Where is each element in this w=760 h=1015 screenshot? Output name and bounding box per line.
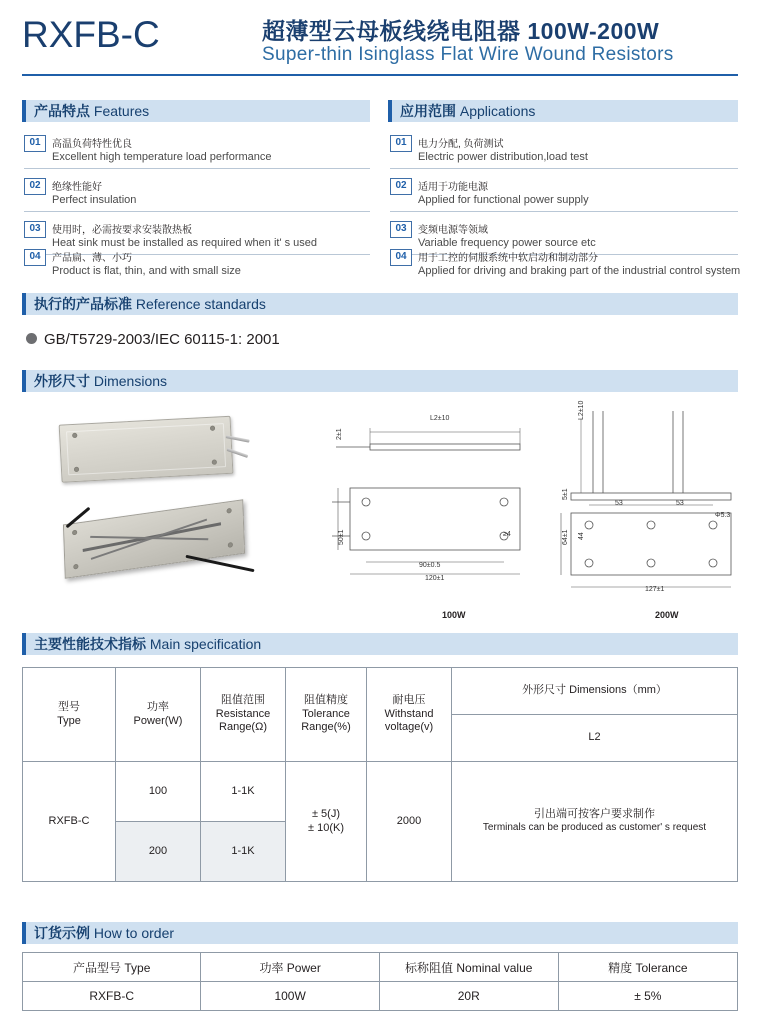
header-power — [116, 668, 201, 762]
feature-number-02: 02 — [24, 178, 46, 195]
reference-bar-en: Reference standards — [135, 296, 266, 312]
order-header-type-cn: 产品型号 — [73, 960, 122, 975]
table-header-row — [23, 668, 738, 715]
cell-tolerance-line2: ± 10(K) — [308, 821, 344, 834]
header-tolerance-cn: 阻值精度 — [304, 693, 348, 706]
cell-type: RXFB-C — [23, 762, 116, 882]
order-header-nominal-en: Nominal value — [456, 960, 533, 975]
mounting-hole — [73, 564, 78, 570]
header-tolerance-unit: Range(%) — [301, 721, 351, 734]
drawing-label-50: 50±1 — [338, 529, 345, 545]
drawing-label-l2-200w: L2±10 — [578, 400, 585, 420]
order-value-nominal: 20R — [379, 982, 558, 1011]
order-header-power-cn: 功率 — [259, 960, 284, 975]
header-dimensions-l2: L2 — [452, 715, 738, 762]
resistor-plate-body — [59, 416, 234, 483]
drawing-label-5: 5±1 — [562, 488, 569, 500]
drawing-label-120: 120±1 — [425, 575, 445, 582]
features-bar-cn: 产品特点 — [34, 103, 90, 119]
header-dimensions-en: Dimensions（mm） — [569, 684, 667, 697]
header-power-en: Power(W) — [133, 714, 183, 727]
cell-resistance-100: 1-1K — [201, 762, 286, 822]
lead-wire-black — [185, 555, 254, 572]
applications-bar-cn: 应用范围 — [400, 103, 456, 119]
applications-bar-en: Applications — [459, 103, 536, 119]
cell-voltage: 2000 — [367, 762, 452, 882]
application-cn-04: 用于工控的伺服系统中软启动和制动部分 — [418, 253, 598, 264]
header-voltage-en: Withstand — [384, 707, 434, 720]
bullet-icon — [26, 333, 37, 344]
drawing-label-l2: L2±10 — [430, 415, 450, 422]
drawing-label-53b: 53 — [676, 500, 684, 507]
header-resistance-unit: Range(Ω) — [219, 721, 267, 734]
mounting-hole — [72, 530, 77, 536]
order-bar-en: How to order — [93, 925, 175, 941]
drawing-caption-200w: 200W — [655, 610, 679, 620]
header-dimensions — [452, 668, 738, 715]
application-en-01: Electric power distribution,load test — [418, 151, 588, 163]
specification-table — [22, 667, 738, 882]
application-en-02: Applied for functional power supply — [418, 194, 589, 206]
drawing-label-44: 44 — [578, 532, 585, 540]
features-section-bar — [22, 100, 370, 122]
application-divider-02 — [390, 211, 738, 212]
specification-bar-en: Main specification — [149, 636, 262, 652]
application-number-04: 04 — [390, 249, 412, 266]
feature-cn-04: 产品扁、薄、小巧 — [52, 253, 132, 264]
cell-dimensions-cn: 引出端可按客户要求制作 — [534, 808, 655, 821]
application-cn-03: 变频电源等领域 — [418, 225, 488, 236]
application-cn-01: 电力分配, 负荷测试 — [418, 139, 504, 150]
page-header — [22, 8, 738, 70]
reference-standard-text: GB/T5729-2003/IEC 60115-1: 2001 — [44, 331, 280, 348]
reference-section-bar — [22, 293, 738, 315]
page-title: RXFB-C — [22, 14, 160, 55]
drawing-label-2: 2±1 — [336, 428, 343, 440]
order-header-tolerance-cn: 精度 — [608, 960, 633, 975]
order-value-tolerance: ± 5% — [558, 982, 737, 1011]
feature-cn-02: 绝缘性能好 — [52, 182, 102, 193]
technical-drawing-100w — [330, 410, 560, 595]
feature-en-02: Perfect insulation — [52, 194, 137, 206]
drawing-label-127: 127±1 — [645, 586, 665, 593]
drawing-caption-100w: 100W — [442, 610, 466, 620]
product-photo-angled — [55, 500, 255, 590]
header-tolerance — [286, 668, 367, 762]
specification-section-bar — [22, 633, 738, 655]
application-en-03: Variable frequency power source etc — [418, 237, 596, 249]
applications-section-bar — [388, 100, 738, 122]
cell-power-200: 200 — [116, 822, 201, 882]
header-title-en: Super-thin Isinglass Flat Wire Wound Resistors — [262, 44, 674, 65]
feature-number-01: 01 — [24, 135, 46, 152]
mounting-hole — [210, 426, 215, 431]
application-cn-02: 适用于功能电源 — [418, 182, 488, 193]
header-voltage-cn: 耐电压 — [392, 693, 426, 706]
order-header-power-en: Power — [286, 960, 321, 975]
order-value-type: RXFB-C — [23, 982, 201, 1011]
order-table — [22, 952, 738, 1011]
feature-number-04: 04 — [24, 249, 46, 266]
order-bar-cn: 订货示例 — [34, 925, 90, 941]
order-header-power — [201, 953, 379, 982]
header-resistance-en: Resistance — [215, 707, 271, 720]
header-tolerance-en: Tolerance — [302, 707, 350, 720]
dimensions-bar-cn: 外形尺寸 — [34, 373, 90, 389]
header-type-en: Type — [57, 714, 81, 727]
application-number-03: 03 — [390, 221, 412, 238]
cell-tolerance-line1: ± 5(J) — [311, 807, 341, 820]
dimensions-bar-en: Dimensions — [93, 373, 168, 389]
mounting-hole — [228, 542, 233, 548]
header-resistance — [201, 668, 286, 762]
header-title-cn: 超薄型云母板线绕电阻器 100W-200W — [262, 18, 660, 44]
cell-resistance-200: 1-1K — [201, 822, 286, 882]
order-section-bar — [22, 922, 738, 944]
drawing-label-64: 64±1 — [562, 529, 569, 545]
drawing-label-phi53: Φ5.3 — [715, 512, 731, 519]
header-divider — [22, 74, 738, 76]
header-dimensions-cn: 外形尺寸 — [522, 684, 567, 697]
cell-tolerance — [286, 762, 367, 882]
feature-divider-02 — [24, 211, 370, 212]
feature-en-01: Excellent high temperature load performance — [52, 151, 272, 163]
drawing-label-90: 90±0.5 — [419, 562, 441, 569]
feature-divider-01 — [24, 168, 370, 169]
application-number-01: 01 — [390, 135, 412, 152]
order-header-tolerance-en: Tolerance — [635, 960, 688, 975]
drawing-label-53a: 53 — [615, 500, 623, 507]
header-voltage — [367, 668, 452, 762]
application-number-02: 02 — [390, 178, 412, 195]
order-header-type-en: Type — [124, 960, 151, 975]
feature-en-03: Heat sink must be installed as required when it' s used — [52, 237, 318, 249]
order-header-tolerance — [558, 953, 737, 982]
reference-bar-cn: 执行的产品标准 — [34, 296, 132, 312]
header-type — [23, 668, 116, 762]
features-bar-en: Features — [93, 103, 150, 119]
dimensions-section-bar — [22, 370, 738, 392]
header-resistance-cn: 阻值范围 — [221, 693, 265, 706]
technical-drawing-200w — [555, 405, 745, 600]
feature-cn-03: 使用时，必需按要求安装散热板 — [52, 225, 192, 236]
feature-number-03: 03 — [24, 221, 46, 238]
order-header-nominal-cn: 标称阻值 — [405, 960, 454, 975]
mounting-hole — [74, 467, 79, 472]
application-divider-01 — [390, 168, 738, 169]
specification-bar-cn: 主要性能技术指标 — [34, 636, 146, 652]
order-value-row — [23, 982, 738, 1011]
header-power-cn: 功率 — [147, 700, 169, 713]
feature-en-04: Product is flat, thin, and with small size — [52, 265, 241, 277]
mounting-hole — [72, 433, 77, 438]
order-header-nominal — [379, 953, 558, 982]
order-value-power: 100W — [201, 982, 379, 1011]
cell-dimensions-en: Terminals can be produced as customer' s request — [482, 822, 707, 834]
application-en-04: Applied for driving and braking part of the industrial control system — [418, 265, 741, 277]
resistor-plate-body-angled — [63, 499, 245, 579]
order-header-type — [23, 953, 201, 982]
header-voltage-unit: voltage(v) — [384, 721, 434, 734]
mounting-hole — [212, 460, 217, 465]
cell-dimensions — [452, 762, 738, 882]
table-row — [23, 762, 738, 822]
feature-cn-01: 高温负荷特性优良 — [52, 139, 132, 150]
drawing-label-hole: ≥4 — [503, 531, 511, 538]
header-type-cn: 型号 — [58, 700, 80, 713]
mounting-hole — [227, 508, 232, 514]
order-header-row — [23, 953, 738, 982]
cell-power-100: 100 — [116, 762, 201, 822]
product-photo-flat — [58, 407, 242, 488]
